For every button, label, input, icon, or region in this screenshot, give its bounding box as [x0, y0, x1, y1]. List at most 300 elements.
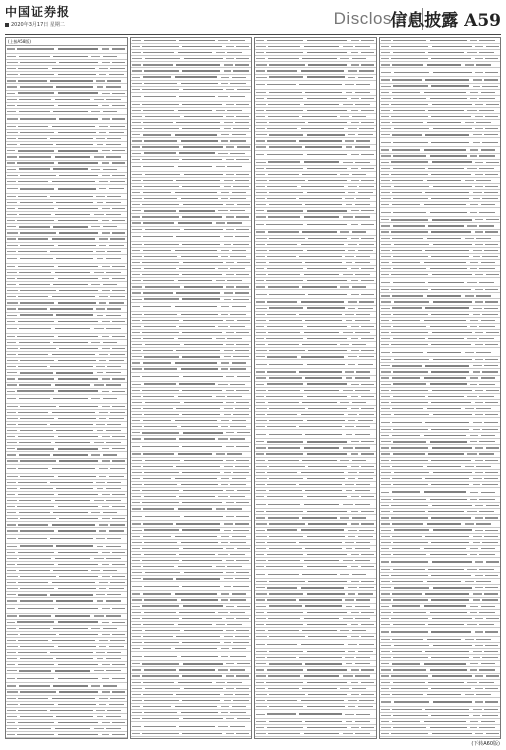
table-cell — [17, 390, 54, 391]
table-cell — [230, 384, 245, 385]
table-cell — [267, 198, 295, 199]
table-cell — [359, 530, 373, 531]
table-cell — [392, 435, 420, 436]
table-cell — [431, 85, 469, 86]
table-cell — [361, 110, 374, 111]
table-cell — [103, 685, 118, 686]
table-cell — [99, 640, 108, 641]
table-cell — [393, 338, 425, 339]
table-cell — [343, 560, 353, 561]
table-cell — [381, 46, 389, 47]
table-cell — [143, 122, 173, 123]
table-cell — [256, 77, 267, 78]
table-cell — [361, 669, 374, 670]
table-cell — [7, 56, 16, 57]
table-cell — [184, 516, 223, 517]
table-cell — [132, 244, 143, 245]
table-cell — [132, 466, 141, 467]
table-cell — [381, 377, 390, 378]
table-cell — [102, 576, 110, 577]
table-cell — [486, 618, 499, 619]
table-cell — [467, 338, 477, 339]
table-cell — [143, 180, 173, 181]
table-cell — [182, 414, 220, 415]
table-cell — [216, 453, 225, 454]
table-cell — [144, 612, 176, 613]
table-cell — [132, 77, 141, 78]
table-cell — [143, 350, 173, 351]
table-cell — [381, 422, 390, 423]
table-cell — [482, 371, 498, 372]
table-cell — [381, 593, 390, 594]
table-cell — [391, 402, 428, 403]
table-cell — [18, 538, 46, 539]
table-cell — [467, 569, 477, 570]
table-cell — [96, 424, 105, 425]
table-cell — [475, 244, 483, 245]
table-cell — [430, 554, 467, 555]
table-cell — [465, 64, 474, 65]
table-cell — [106, 615, 121, 616]
table-cell — [106, 384, 121, 385]
table-cell — [467, 624, 477, 625]
table-cell — [467, 511, 477, 512]
table-cell — [103, 398, 118, 399]
table-cell — [94, 500, 104, 501]
table-cell — [102, 391, 110, 392]
table-cell — [256, 560, 266, 561]
table-cell — [256, 548, 266, 549]
table-cell — [268, 574, 299, 575]
table-cell — [52, 126, 96, 127]
table-cell — [431, 631, 471, 632]
table-cell — [352, 630, 367, 631]
table-cell — [18, 296, 48, 297]
table-cell — [256, 466, 267, 467]
table-cell — [18, 266, 55, 267]
table-cell — [340, 460, 349, 461]
table-cell — [308, 523, 347, 524]
table-cell — [144, 426, 177, 427]
table-cell — [132, 256, 142, 257]
table-cell — [381, 301, 392, 302]
table-cell — [355, 606, 370, 607]
table-cell — [176, 466, 220, 467]
table-cell — [226, 58, 234, 59]
table-cell — [361, 408, 374, 409]
table-cell — [132, 523, 141, 524]
table-cell — [144, 383, 176, 384]
table-cell — [393, 256, 427, 257]
table-cell — [381, 631, 389, 632]
table-cell — [475, 517, 483, 518]
table-cell — [132, 110, 141, 111]
table-cell — [381, 460, 389, 461]
table-cell — [267, 484, 295, 485]
table-cell — [486, 561, 499, 562]
table-cell — [224, 694, 233, 695]
table-cell — [361, 384, 374, 385]
table-cell — [269, 364, 303, 365]
table-cell — [226, 89, 234, 90]
table-cell — [7, 226, 16, 227]
table-cell — [393, 142, 427, 143]
table-cell — [482, 599, 498, 600]
table-cell — [56, 488, 93, 489]
table-cell — [7, 538, 16, 539]
table-cell — [481, 721, 495, 722]
table-cell — [132, 250, 141, 251]
table-cell — [381, 505, 389, 506]
table-cell — [392, 651, 422, 652]
table-cell — [233, 356, 249, 357]
table-cell — [143, 396, 174, 397]
table-cell — [7, 442, 17, 443]
table-cell — [348, 536, 355, 537]
table-cell — [486, 46, 499, 47]
table-cell — [432, 46, 472, 47]
table-cell — [103, 512, 118, 513]
table-cell — [473, 256, 480, 257]
table-cell — [431, 344, 471, 345]
table-cell — [424, 548, 467, 549]
table-cell — [430, 326, 467, 327]
table-cell — [182, 298, 220, 299]
table-cell — [142, 262, 179, 263]
table-cell — [226, 548, 234, 549]
table-cell — [484, 422, 498, 423]
table-cell — [7, 652, 16, 653]
table-cell — [393, 657, 427, 658]
table-cell — [184, 572, 223, 573]
table-cell — [237, 606, 250, 607]
table-cell — [256, 472, 265, 473]
table-cell — [58, 448, 98, 449]
table-cell — [103, 570, 118, 571]
table-cell — [59, 118, 98, 119]
table-cell — [175, 306, 218, 307]
table-cell — [256, 204, 266, 205]
table-cell — [470, 721, 479, 722]
table-cell — [20, 144, 53, 145]
table-cell — [7, 552, 15, 553]
table-cell — [392, 192, 422, 193]
table-cell — [176, 64, 220, 65]
table-cell — [479, 727, 494, 728]
table-cell — [381, 612, 391, 613]
table-cell — [351, 581, 359, 582]
table-cell — [235, 350, 249, 351]
table-cell — [132, 560, 140, 561]
table-cell — [256, 554, 264, 555]
table-cell — [184, 229, 223, 230]
table-cell — [18, 378, 55, 379]
table-cell — [102, 220, 110, 221]
table-cell — [302, 231, 336, 232]
table-cell — [424, 149, 467, 150]
table-cell — [181, 198, 218, 199]
table-cell — [479, 282, 494, 283]
table-cell — [7, 600, 17, 601]
table-cell — [142, 718, 179, 719]
table-cell — [392, 523, 423, 524]
table-cell — [132, 420, 141, 421]
table-cell — [102, 634, 110, 635]
table-cell — [226, 432, 234, 433]
table-cell — [230, 438, 245, 439]
table-cell — [236, 446, 249, 447]
table-cell — [55, 728, 91, 729]
table-cell — [268, 174, 299, 175]
table-cell — [144, 244, 178, 245]
table-cell — [109, 418, 125, 419]
table-cell — [269, 262, 302, 263]
table-cell — [393, 212, 426, 213]
table-cell — [430, 441, 467, 442]
table-cell — [56, 314, 93, 315]
table-cell — [97, 546, 104, 547]
table-cell — [221, 593, 230, 594]
table-cell — [182, 472, 220, 473]
table-cell — [20, 476, 54, 477]
table-cell — [392, 377, 420, 378]
table-cell — [230, 496, 245, 497]
table-cell — [307, 110, 347, 111]
table-cell — [267, 314, 295, 315]
table-cell — [233, 299, 249, 300]
table-cell — [53, 111, 87, 112]
table-cell — [267, 554, 304, 555]
table-cell — [269, 548, 302, 549]
table-cell — [381, 701, 392, 702]
table-cell — [7, 634, 18, 635]
table-cell — [19, 168, 50, 169]
table-cell — [470, 204, 479, 205]
table-cell — [181, 256, 218, 257]
table-cell — [268, 116, 299, 117]
table-cell — [267, 371, 295, 372]
table-cell — [433, 186, 472, 187]
table-cell — [142, 89, 179, 90]
table-cell — [348, 530, 357, 531]
table-cell — [473, 536, 482, 537]
table-cell — [361, 326, 374, 327]
table-cell — [103, 56, 118, 57]
table-cell — [268, 390, 300, 391]
table-cell — [299, 84, 342, 85]
table-cell — [7, 482, 16, 483]
table-cell — [268, 58, 299, 59]
table-cell — [233, 642, 249, 643]
table-cell — [381, 180, 390, 181]
table-cell — [7, 342, 16, 343]
table-cell — [59, 518, 98, 519]
table-cell — [232, 478, 246, 479]
table-cell — [179, 438, 215, 439]
continuation-note: (上接A58版) — [6, 38, 127, 46]
table-cell — [470, 492, 479, 493]
table-cell — [431, 231, 471, 232]
table-cell — [304, 161, 340, 162]
table-cell — [97, 488, 104, 489]
table-cell — [269, 408, 305, 409]
table-cell — [351, 224, 359, 225]
table-cell — [256, 244, 265, 245]
table-cell — [144, 186, 178, 187]
table-cell — [19, 99, 51, 100]
table-cell — [307, 280, 347, 281]
table-cell — [50, 538, 93, 539]
table-cell — [432, 675, 472, 676]
table-cell — [181, 712, 218, 713]
table-cell — [301, 244, 345, 245]
table-cell — [256, 256, 265, 257]
table-cell — [221, 599, 228, 600]
table-cell — [178, 338, 212, 339]
table-cell — [142, 548, 179, 549]
table-cell — [224, 356, 231, 357]
table-cell — [58, 646, 96, 647]
table-cell — [355, 146, 370, 147]
table-cell — [143, 508, 174, 509]
table-cell — [20, 430, 53, 431]
table-cell — [110, 640, 124, 641]
table-cell — [307, 511, 347, 512]
table-cell — [256, 46, 266, 47]
table-cell — [269, 294, 305, 295]
table-cell — [112, 406, 125, 407]
table-cell — [381, 352, 390, 353]
table-cell — [381, 669, 391, 670]
table-cell — [307, 496, 347, 497]
table-cell — [307, 624, 347, 625]
table-cell — [132, 402, 143, 403]
table-cell — [381, 478, 390, 479]
table-cell — [143, 64, 173, 65]
table-cell — [428, 682, 464, 683]
table-cell — [110, 468, 124, 469]
table-cell — [19, 342, 50, 343]
table-cell — [431, 371, 469, 372]
table-cell — [351, 694, 359, 695]
table-cell — [256, 84, 265, 85]
table-cell — [18, 308, 46, 309]
table-cell — [7, 734, 15, 735]
table-cell — [145, 630, 181, 631]
table-cell — [144, 554, 176, 555]
table-cell — [132, 460, 143, 461]
table-cell — [112, 691, 125, 692]
table-cell — [132, 408, 141, 409]
table-cell — [486, 162, 499, 163]
table-cell — [475, 505, 483, 506]
table-cell — [221, 83, 228, 84]
table-cell — [184, 688, 223, 689]
table-cell — [348, 644, 357, 645]
table-cell — [142, 320, 179, 321]
table-cell — [235, 292, 249, 293]
table-cell — [224, 414, 231, 415]
table-cell — [431, 715, 469, 716]
table-cell — [256, 64, 267, 65]
table-cell — [107, 710, 121, 711]
table-cell — [308, 636, 347, 637]
table-cell — [345, 371, 354, 372]
table-cell — [182, 502, 222, 503]
table-cell — [473, 542, 480, 543]
table-cell — [18, 68, 48, 69]
table-cell — [233, 700, 249, 701]
table-cell — [392, 92, 420, 93]
table-cell — [268, 104, 300, 105]
table-cell — [256, 700, 265, 701]
table-cell — [109, 74, 125, 75]
table-cell — [227, 682, 242, 683]
table-cell — [381, 256, 392, 257]
table-row — [131, 373, 252, 382]
table-cell — [20, 290, 56, 291]
table-cell — [266, 338, 303, 339]
table-cell — [351, 554, 359, 555]
table-cell — [236, 174, 249, 175]
table-cell — [132, 726, 142, 727]
table-cell — [343, 162, 353, 163]
table-cell — [102, 678, 110, 679]
table-cell — [256, 250, 267, 251]
table-cell — [340, 231, 349, 232]
table-cell — [226, 516, 234, 517]
table-cell — [470, 268, 477, 269]
table-cell — [475, 128, 483, 129]
table-cell — [361, 210, 374, 211]
table-cell — [181, 542, 218, 543]
table-cell — [268, 274, 300, 275]
table-cell — [433, 701, 472, 702]
table-cell — [144, 140, 177, 141]
table-cell — [7, 448, 15, 449]
table-cell — [256, 377, 266, 378]
table-cell — [381, 225, 391, 226]
table-cell — [361, 727, 374, 728]
table-cell — [304, 274, 340, 275]
table-cell — [424, 605, 467, 606]
table-cell — [345, 198, 354, 199]
table-cell — [143, 523, 173, 524]
table-cell — [256, 574, 265, 575]
table-cell — [142, 104, 179, 105]
table-cell — [233, 70, 249, 71]
table-cell — [99, 302, 106, 303]
table-cell — [299, 198, 342, 199]
table-cell — [355, 390, 370, 391]
table-cell — [132, 700, 143, 701]
table-cell — [179, 612, 215, 613]
table-cell — [58, 436, 98, 437]
table-cell — [144, 40, 176, 41]
table-cell — [267, 210, 304, 211]
table-cell — [20, 545, 53, 546]
listing-column-4 — [379, 37, 502, 739]
table-cell — [18, 366, 46, 367]
table-cell — [381, 733, 389, 734]
table-cell — [269, 651, 303, 652]
table-cell — [132, 146, 140, 147]
table-cell — [355, 104, 370, 105]
table-cell — [181, 314, 218, 315]
table-cell — [307, 250, 345, 251]
table-cell — [392, 250, 422, 251]
table-cell — [481, 149, 495, 150]
